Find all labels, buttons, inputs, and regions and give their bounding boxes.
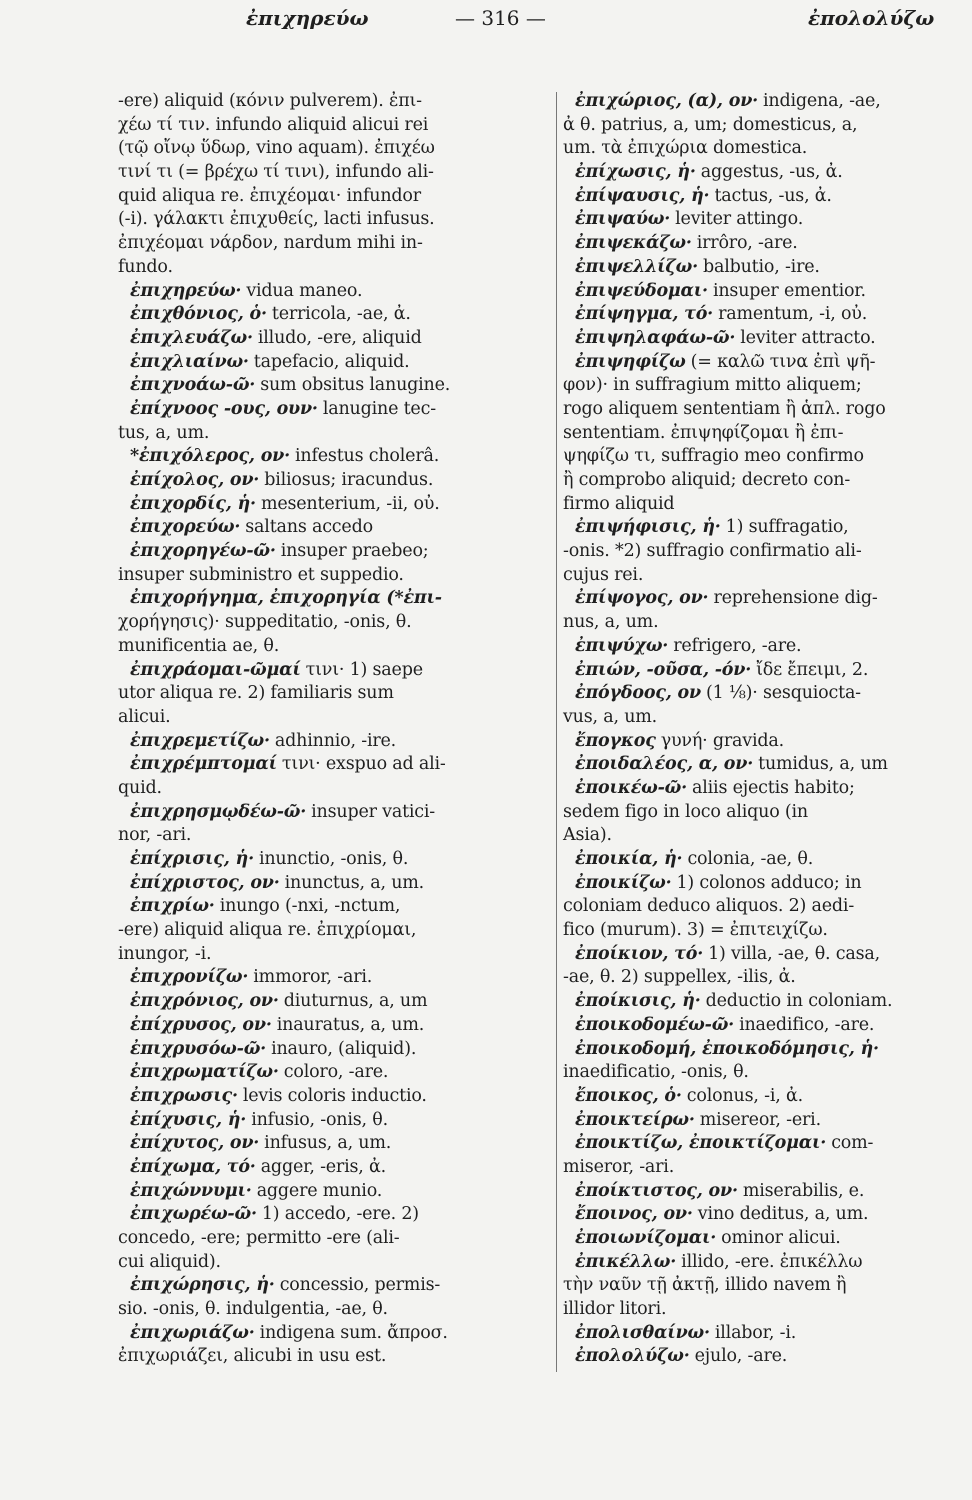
headword: ἐπιχρυσόω-ῶ·: [130, 1038, 267, 1059]
definition-text: 1) suffragatio,: [725, 517, 849, 538]
definition-text: χέω τί τιν. infundo aliquid alicui rei: [118, 114, 429, 135]
definition-text: nus, a, um.: [563, 612, 659, 633]
headword: ἐπιχράομαι-ῶμαί: [130, 659, 301, 680]
continuation-line: [563, 1274, 955, 1298]
headword: ἐπιψύχω·: [575, 635, 669, 656]
definition-text: leviter attingo.: [675, 209, 804, 230]
dictionary-entry-line: [118, 587, 550, 611]
dictionary-entry-line: [118, 540, 550, 564]
dictionary-entry-line: [118, 374, 550, 398]
headword: ἐπίχρυσος, ον·: [130, 1014, 272, 1035]
definition-text: biliosus; iracundus.: [264, 470, 434, 490]
continuation-line: [118, 208, 550, 232]
headword: ἐπιψηφίζω: [575, 351, 686, 372]
definition-text: fico (murum). 3) = ἐπιτειχίζω.: [563, 920, 828, 941]
definition-text: (-i). γάλακτι ἐπιχυθείς, lacti infusus.: [118, 209, 435, 230]
definition-text: -onis. *2) suffragio confirmatio ali-: [563, 541, 862, 562]
continuation-line: [563, 493, 955, 517]
definition-text: tumidus, a, um: [758, 754, 888, 775]
dictionary-entry-line: [563, 1180, 955, 1204]
headword: ἐπολολύζω·: [575, 1346, 690, 1367]
headword: ἐπιχωριάζω·: [130, 1322, 255, 1343]
definition-text: -ae, θ. 2) suppellex, -ilis, ἀ.: [563, 967, 796, 988]
headword: ἐπιψελλίζω·: [575, 256, 698, 277]
dictionary-entry-line: [118, 1274, 550, 1298]
dictionary-entry-line: [563, 303, 955, 327]
definition-text: miseror, -ari.: [563, 1156, 675, 1177]
continuation-line: [118, 1345, 550, 1369]
dictionary-entry-line: [118, 730, 550, 754]
headword: ἐπιχωρέω-ῶ·: [130, 1204, 257, 1225]
dictionary-entry-line: [118, 398, 550, 422]
definition-text: insuper subministro et suppedio.: [118, 564, 404, 585]
dictionary-entry-line: [563, 161, 955, 185]
definition-text: infusus, a, um.: [264, 1133, 392, 1154]
definition-text: cujus rei.: [563, 564, 644, 585]
headword: ἔποινος, ον·: [575, 1204, 693, 1225]
continuation-line: [563, 114, 955, 138]
definition-text: terricola, -ae, ἀ.: [271, 304, 411, 325]
definition-text: indigena, -ae,: [763, 91, 881, 111]
dictionary-entry-line: [563, 232, 955, 256]
definition-text: adhinnio, -ire.: [274, 730, 397, 751]
dictionary-entry-line: [563, 730, 955, 754]
continuation-line: [563, 919, 955, 943]
definition-text: vino deditus, a, um.: [697, 1204, 869, 1225]
headword: ἐπίχυτος, ον·: [130, 1133, 260, 1154]
definition-text: tus, a, um.: [118, 422, 210, 443]
definition-text: levis coloris inductio.: [242, 1085, 427, 1106]
continuation-line: [118, 161, 550, 185]
headword: ἐπιχρωματίζω·: [130, 1062, 279, 1083]
dictionary-entry-line: [118, 1085, 550, 1109]
definition-text: inaedifico, -are.: [739, 1014, 875, 1035]
dictionary-entry-line: [118, 1038, 550, 1062]
dictionary-entry-line: [563, 1109, 955, 1133]
definition-text: cui aliquid).: [118, 1251, 221, 1272]
dictionary-entry-line: [563, 1085, 955, 1109]
dictionary-entry-line: [118, 801, 550, 825]
headword: ἐπιχρωσις·: [130, 1085, 238, 1106]
continuation-line: [118, 90, 550, 114]
dictionary-entry-line: [563, 990, 955, 1014]
dictionary-entry-line: [563, 1227, 955, 1251]
definition-text: quid aliqua re. ἐπιχέομαι· infundor: [118, 185, 421, 206]
headword: ἐπίχρισις, ἡ·: [130, 849, 254, 869]
continuation-line: [563, 895, 955, 919]
definition-text: ominor alicui.: [721, 1228, 841, 1248]
running-head-right: ἐπολολύζω: [808, 6, 935, 30]
definition-text: inunctio, -onis, θ.: [258, 849, 409, 869]
definition-text: ἀ θ. patrius, a, um; domesticus, a,: [563, 114, 858, 135]
dictionary-entry-line: [118, 1203, 550, 1227]
continuation-line: [563, 469, 955, 493]
headword: ἐποίκισις, ἡ·: [575, 991, 701, 1012]
right-column: [563, 90, 955, 1369]
headword: ἐπιχορηγέω-ῶ·: [130, 541, 276, 562]
continuation-line: [118, 611, 550, 635]
dictionary-entry-line: [118, 872, 550, 896]
definition-text: inunctus, a, um.: [284, 872, 425, 893]
definition-text: inungo (-nxi, -nctum,: [219, 896, 401, 917]
headword: ἐπιχνοάω-ῶ·: [130, 375, 256, 396]
definition-text: insuper vatici-: [311, 801, 436, 822]
continuation-line: [563, 966, 955, 990]
continuation-line: [563, 611, 955, 635]
definition-text: γυνή· gravida.: [660, 730, 784, 751]
headword: ἐπιχρόνιος, ον·: [130, 991, 279, 1012]
headword: ἐπιψαύω·: [575, 209, 671, 230]
definition-text: insuper praebeo;: [280, 541, 429, 562]
dictionary-entry-line: [118, 469, 550, 493]
continuation-line: [118, 564, 550, 588]
headword: ἐπικέλλω·: [575, 1251, 677, 1272]
definition-text: 1) colonos adduco; in: [676, 872, 862, 893]
definition-text: infusio, -onis, θ.: [251, 1109, 388, 1130]
continuation-line: [118, 422, 550, 446]
definition-text: aggere munio.: [256, 1180, 383, 1201]
dictionary-entry-line: [563, 1132, 955, 1156]
definition-text: nor, -ari.: [118, 825, 192, 846]
definition-text: tapefacio, aliquid.: [253, 351, 410, 372]
continuation-line: [118, 114, 550, 138]
continuation-line: [118, 682, 550, 706]
dictionary-entry-line: [118, 659, 550, 683]
dictionary-entry-line: [118, 1180, 550, 1204]
dictionary-entry-line: [118, 351, 550, 375]
definition-text: concessio, permis-: [279, 1275, 441, 1296]
dictionary-entry-line: [563, 327, 955, 351]
definition-text: lanugine tec-: [322, 398, 436, 419]
definition-text: τινι· 1) saepe: [305, 659, 423, 680]
definition-text: aliis ejectis habito;: [692, 777, 855, 798]
dictionary-entry-line: [563, 1345, 955, 1369]
continuation-line: [563, 422, 955, 446]
definition-text: infestus cholerâ.: [295, 446, 440, 467]
headword: ἐποικτίζω, ἐποικτίζομαι·: [575, 1133, 827, 1154]
left-column: [118, 90, 550, 1369]
definition-text: φον)· in suffragium mitto aliquem;: [563, 375, 862, 396]
headword: ἐπιψηλαφάω-ῶ·: [575, 327, 736, 348]
headword: ἐπιχώννυμι·: [130, 1180, 252, 1201]
definition-text: deductio in coloniam.: [705, 991, 893, 1012]
definition-text: ejulo, -are.: [694, 1346, 788, 1367]
headword: ἐπιχρέμπτομαί: [130, 754, 277, 775]
headword: ἐπίχυσις, ἡ·: [130, 1109, 247, 1130]
headword: ἐπίχολος, ον·: [130, 470, 260, 490]
definition-text: coloniam deduco aliquos. 2) aedi-: [563, 896, 855, 917]
definition-text: ἐπιχωριάζει, alicubi in usu est.: [118, 1346, 387, 1367]
definition-text: vidua maneo.: [246, 280, 363, 301]
continuation-line: [118, 824, 550, 848]
continuation-line: [563, 801, 955, 825]
continuation-line: [563, 1156, 955, 1180]
dictionary-entry-line: [563, 753, 955, 777]
headword: ἐποίκιον, τό·: [575, 943, 704, 964]
headword: ἐποικοδομέω-ῶ·: [575, 1014, 735, 1035]
dictionary-entry-line: [563, 777, 955, 801]
headword: ἐποικία, ἡ·: [575, 849, 683, 869]
definition-text: τὴν ναῦν τῇ ἀκτῇ, illido navem ἢ: [563, 1275, 847, 1296]
continuation-line: [118, 635, 550, 659]
definition-text: (= καλῶ τινα ἐπὶ ψῆ-: [690, 351, 876, 372]
dictionary-entry-line: [118, 1156, 550, 1180]
definition-text: -ere) aliquid (κόνιν pulverem). ἐπι-: [118, 91, 422, 111]
dictionary-entry-line: [118, 990, 550, 1014]
headword: ἐπιχλιαίνω·: [130, 351, 249, 372]
dictionary-entry-line: [563, 351, 955, 375]
dictionary-entry-line: [563, 872, 955, 896]
definition-text: 1) accedo, -ere. 2): [261, 1204, 419, 1225]
definition-text: rogo aliquem sententiam ἢ ἁπλ. rogo: [563, 398, 886, 419]
definition-text: diuturnus, a, um: [283, 991, 428, 1012]
headword: ἐπιχηρεύω·: [130, 280, 242, 301]
continuation-line: [563, 445, 955, 469]
headword: ἐποιωνίζομαι·: [575, 1228, 717, 1248]
continuation-line: [118, 919, 550, 943]
definition-text: reprehensione dig-: [713, 588, 878, 609]
headword: ἐποικοδομή, ἐποικοδόμησις, ἡ·: [575, 1038, 879, 1059]
definition-text: inungor, -i.: [118, 943, 212, 964]
continuation-line: [563, 1061, 955, 1085]
headword: ἐπιχθόνιος, ὁ·: [130, 304, 267, 325]
continuation-line: [118, 185, 550, 209]
headword: ἐπίχωσις, ἡ·: [575, 162, 696, 183]
dictionary-entry-line: [118, 1061, 550, 1085]
headword: ἔποικος, ὁ·: [575, 1085, 682, 1106]
headword: ἔπογκος: [575, 730, 656, 751]
dictionary-entry-line: [563, 1251, 955, 1275]
column-divider: [556, 92, 557, 1372]
dictionary-entry-line: [118, 1109, 550, 1133]
headword: ἐπίψογος, ον·: [575, 588, 709, 609]
definition-text: χορήγησις)· suppeditatio, -onis, θ.: [118, 612, 412, 633]
dictionary-entry-line: [118, 303, 550, 327]
headword: ἐπιχρίω·: [130, 896, 215, 917]
definition-text: immoror, -ari.: [253, 967, 373, 988]
continuation-line: [563, 540, 955, 564]
dictionary-entry-line: [118, 848, 550, 872]
dictionary-entry-line: [563, 635, 955, 659]
definition-text: (1 ⅛)· sesquiocta-: [705, 683, 861, 704]
continuation-line: [118, 256, 550, 280]
headword: ἐπιχλευάζω·: [130, 327, 253, 348]
dictionary-entry-line: [118, 895, 550, 919]
dictionary-entry-line: [118, 445, 550, 469]
dictionary-entry-line: [118, 516, 550, 540]
definition-text: tactus, -us, ἀ.: [714, 185, 832, 206]
definition-text: miserabilis, e.: [742, 1180, 865, 1201]
dictionary-entry-line: [563, 185, 955, 209]
definition-text: illudo, -ere, aliquid: [257, 327, 422, 348]
headword: ἐπίχωμα, τό·: [130, 1156, 256, 1177]
definition-text: inauro, (aliquid).: [271, 1038, 417, 1059]
continuation-line: [118, 706, 550, 730]
definition-text: misereor, -eri.: [699, 1109, 821, 1130]
continuation-line: [563, 1298, 955, 1322]
continuation-line: [563, 374, 955, 398]
definition-text: um. τὰ ἐπιχώρια domestica.: [563, 138, 808, 159]
headword: ἐπιχρησμῳδέω-ῶ·: [130, 801, 307, 822]
dictionary-entry-line: [118, 280, 550, 304]
page-number: — 316 —: [455, 6, 546, 30]
definition-text: (τῷ οἴνῳ ὕδωρ, vino aquam). ἐπιχέω: [118, 138, 435, 159]
dictionary-entry-line: [118, 1322, 550, 1346]
definition-text: τινι· exspuo ad ali-: [281, 754, 446, 775]
dictionary-entry-line: [118, 753, 550, 777]
definition-text: firmo aliquid: [563, 493, 675, 514]
headword: ἐποικίζω·: [575, 872, 672, 893]
dictionary-entry-line: [563, 848, 955, 872]
headword: ἐπιχρονίζω·: [130, 967, 249, 988]
dictionary-entry-line: [563, 280, 955, 304]
headword: *ἐπιχόλερος, ον·: [130, 446, 291, 467]
definition-text: illido, -ere. ἐπικέλλω: [681, 1251, 863, 1272]
dictionary-entry-line: [563, 587, 955, 611]
definition-text: coloro, -are.: [283, 1062, 389, 1083]
definition-text: agger, -eris, ἀ.: [260, 1156, 386, 1177]
continuation-line: [118, 232, 550, 256]
headword: ἐπιχώριος, (α), ον·: [575, 91, 759, 111]
headword: ἐπιχώρησις, ἡ·: [130, 1275, 275, 1296]
definition-text: quid.: [118, 777, 162, 798]
headword: ἐπίχνοος -ους, ουν·: [130, 398, 318, 419]
headword: ἐπιχορήγημα, ἐπιχορηγία (*ἐπι-: [130, 588, 442, 609]
definition-text: utor aliqua re. 2) familiaris sum: [118, 683, 394, 704]
definition-text: aggestus, -us, ἀ.: [700, 162, 843, 183]
definition-text: ἢ comprobo aliquid; decreto con-: [563, 470, 851, 490]
dictionary-entry-line: [563, 1014, 955, 1038]
dictionary-entry-line: [563, 208, 955, 232]
continuation-line: [563, 564, 955, 588]
definition-text: sio. -onis, θ. indulgentia, -ae, θ.: [118, 1299, 388, 1320]
continuation-line: [118, 137, 550, 161]
definition-text: colonus, -i, ἀ.: [686, 1085, 803, 1106]
headword: ἐποικτείρω·: [575, 1109, 695, 1130]
definition-text: τινί τι (= βρέχω τί τινι), infundo ali-: [118, 162, 434, 183]
continuation-line: [118, 1251, 550, 1275]
definition-text: insuper ementior.: [712, 280, 866, 301]
definition-text: mesenterium, -ii, οὐ.: [260, 493, 440, 514]
headword: ἐπιψεκάζω·: [575, 233, 692, 254]
definition-text: indigena sum. ἄπροσ.: [259, 1322, 448, 1343]
definition-text: illidor litori.: [563, 1299, 667, 1320]
dictionary-entry-line: [118, 1132, 550, 1156]
definition-text: inauratus, a, um.: [276, 1014, 425, 1035]
dictionary-entry-line: [118, 327, 550, 351]
headword: ἐπιών, -οῦσα, -όν·: [575, 659, 752, 680]
definition-text: ἴδε ἔπειμι, 2.: [756, 659, 869, 680]
continuation-line: [118, 777, 550, 801]
headword: ἐπιψεύδομαι·: [575, 280, 708, 301]
headword: ἐπιψήφισις, ἡ·: [575, 517, 721, 538]
definition-text: irrôro, -are.: [696, 233, 798, 254]
continuation-line: [118, 1298, 550, 1322]
dictionary-entry-line: [563, 90, 955, 114]
definition-text: balbutio, -ire.: [702, 256, 820, 277]
headword: ἐποιδαλέος, α, ον·: [575, 754, 754, 775]
dictionary-entry-line: [118, 966, 550, 990]
headword: ἐπολισθαίνω·: [575, 1322, 710, 1343]
headword: ἐπίψηγμα, τό·: [575, 304, 714, 325]
definition-text: sum obsitus lanugine.: [260, 375, 451, 396]
continuation-line: [563, 398, 955, 422]
definition-text: com-: [831, 1133, 874, 1154]
headword: ἐπίψαυσις, ἡ·: [575, 185, 710, 206]
headword: ἐποικέω-ῶ·: [575, 777, 688, 798]
headword: ἐπόγδοος, ον: [575, 683, 701, 704]
definition-text: sedem figo in loco aliquo (in: [563, 801, 808, 822]
definition-text: alicui.: [118, 706, 171, 727]
definition-text: fundo.: [118, 256, 173, 277]
definition-text: illabor, -i.: [714, 1322, 797, 1343]
definition-text: leviter attracto.: [740, 327, 876, 348]
definition-text: saltans accedo: [245, 517, 373, 538]
definition-text: munificentia ae, θ.: [118, 635, 280, 656]
continuation-line: [118, 943, 550, 967]
dictionary-entry-line: [118, 493, 550, 517]
continuation-line: [118, 1227, 550, 1251]
definition-text: 1) villa, -ae, θ. casa,: [708, 943, 880, 964]
definition-text: sententiam. ἐπιψηφίζομαι ἢ ἐπι-: [563, 422, 844, 443]
dictionary-entry-line: [118, 1014, 550, 1038]
continuation-line: [563, 137, 955, 161]
definition-text: vus, a, um.: [563, 706, 658, 727]
dictionary-entry-line: [563, 1322, 955, 1346]
definition-text: ἐπιχέομαι νάρδον, nardum mihi in-: [118, 233, 423, 254]
definition-text: inaedificatio, -onis, θ.: [563, 1062, 749, 1083]
dictionary-entry-line: [563, 1038, 955, 1062]
running-head-left: ἐπιχηρεύω: [246, 6, 369, 30]
headword: ἐπιχρεμετίζω·: [130, 730, 270, 751]
headword: ἐποίκτιστος, ον·: [575, 1180, 738, 1201]
definition-text: ψηφίζω τι, suffragio meo confirmo: [563, 446, 864, 467]
dictionary-entry-line: [563, 659, 955, 683]
dictionary-entry-line: [563, 682, 955, 706]
dictionary-entry-line: [563, 943, 955, 967]
definition-text: colonia, -ae, θ.: [687, 849, 814, 869]
definition-text: -ere) aliquid aliqua re. ἐπιχρίομαι,: [118, 920, 417, 941]
dictionary-entry-line: [563, 516, 955, 540]
headword: ἐπιχορδίς, ἡ·: [130, 493, 256, 514]
headword: ἐπίχριστος, ον·: [130, 872, 280, 893]
dictionary-entry-line: [563, 256, 955, 280]
definition-text: Asia).: [563, 825, 612, 846]
continuation-line: [563, 706, 955, 730]
continuation-line: [563, 824, 955, 848]
dictionary-entry-line: [563, 1203, 955, 1227]
definition-text: concedo, -ere; permitto -ere (ali-: [118, 1228, 400, 1248]
definition-text: ramentum, -i, οὐ.: [718, 304, 868, 325]
headword: ἐπιχορεύω·: [130, 517, 241, 538]
definition-text: refrigero, -are.: [673, 635, 802, 656]
